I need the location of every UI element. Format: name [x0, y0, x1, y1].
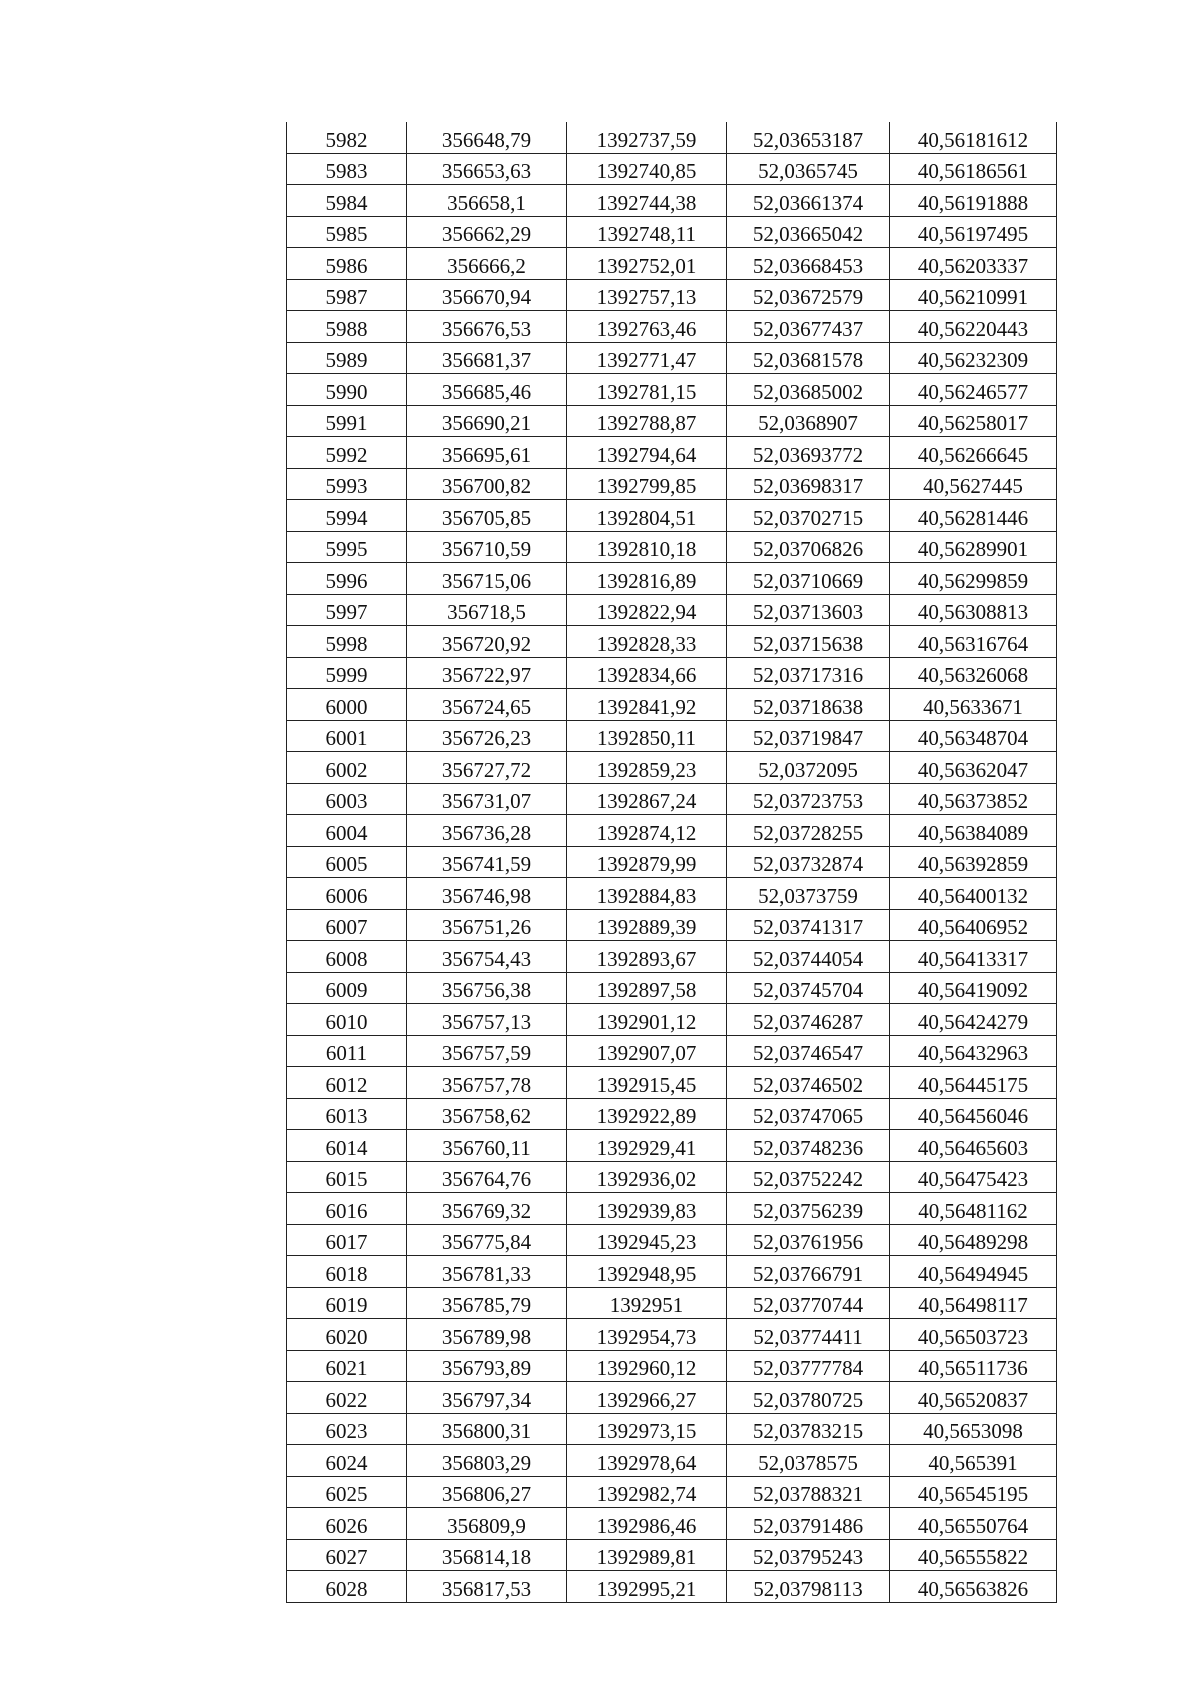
point-number-cell: 6018: [287, 1256, 407, 1288]
point-number-cell: 6019: [287, 1287, 407, 1319]
x-coordinate-cell: 356746,98: [407, 878, 567, 910]
point-number-cell: 6002: [287, 752, 407, 784]
longitude-cell: 40,5653098: [890, 1413, 1057, 1445]
latitude-cell: 52,03761956: [727, 1224, 890, 1256]
latitude-cell: 52,03719847: [727, 720, 890, 752]
x-coordinate-cell: 356648,79: [407, 122, 567, 153]
table-row: [287, 1067, 1057, 1099]
table-row: [287, 972, 1057, 1004]
point-number-cell: 5996: [287, 563, 407, 595]
y-coordinate-cell: 1392982,74: [567, 1476, 727, 1508]
point-number-cell: 5985: [287, 216, 407, 248]
point-number-cell: 5997: [287, 594, 407, 626]
table-row: [287, 594, 1057, 626]
latitude-cell: 52,03661374: [727, 185, 890, 217]
point-number-cell: 6025: [287, 1476, 407, 1508]
latitude-cell: 52,03766791: [727, 1256, 890, 1288]
longitude-cell: 40,56550764: [890, 1508, 1057, 1540]
y-coordinate-cell: 1392973,15: [567, 1413, 727, 1445]
y-coordinate-cell: 1392960,12: [567, 1350, 727, 1382]
table-row: [287, 657, 1057, 689]
x-coordinate-cell: 356758,62: [407, 1098, 567, 1130]
y-coordinate-cell: 1392936,02: [567, 1161, 727, 1193]
table-row: [287, 878, 1057, 910]
y-coordinate-cell: 1392744,38: [567, 185, 727, 217]
longitude-cell: 40,5633671: [890, 689, 1057, 721]
point-number-cell: 5994: [287, 500, 407, 532]
x-coordinate-cell: 356809,9: [407, 1508, 567, 1540]
x-coordinate-cell: 356662,29: [407, 216, 567, 248]
y-coordinate-cell: 1392752,01: [567, 248, 727, 280]
x-coordinate-cell: 356757,13: [407, 1004, 567, 1036]
table-row: [287, 153, 1057, 185]
latitude-cell: 52,03745704: [727, 972, 890, 1004]
x-coordinate-cell: 356769,32: [407, 1193, 567, 1225]
longitude-cell: 40,56392859: [890, 846, 1057, 878]
x-coordinate-cell: 356757,78: [407, 1067, 567, 1099]
latitude-cell: 52,0373759: [727, 878, 890, 910]
x-coordinate-cell: 356670,94: [407, 279, 567, 311]
longitude-cell: 40,56384089: [890, 815, 1057, 847]
latitude-cell: 52,03728255: [727, 815, 890, 847]
point-number-cell: 6006: [287, 878, 407, 910]
longitude-cell: 40,56489298: [890, 1224, 1057, 1256]
x-coordinate-cell: 356793,89: [407, 1350, 567, 1382]
point-number-cell: 6005: [287, 846, 407, 878]
x-coordinate-cell: 356681,37: [407, 342, 567, 374]
point-number-cell: 5989: [287, 342, 407, 374]
longitude-cell: 40,56419092: [890, 972, 1057, 1004]
point-number-cell: 6007: [287, 909, 407, 941]
x-coordinate-cell: 356751,26: [407, 909, 567, 941]
longitude-cell: 40,56545195: [890, 1476, 1057, 1508]
table-row: [287, 815, 1057, 847]
x-coordinate-cell: 356775,84: [407, 1224, 567, 1256]
table-row: [287, 1382, 1057, 1414]
longitude-cell: 40,5627445: [890, 468, 1057, 500]
longitude-cell: 40,56348704: [890, 720, 1057, 752]
point-number-cell: 5993: [287, 468, 407, 500]
x-coordinate-cell: 356789,98: [407, 1319, 567, 1351]
latitude-cell: 52,03798113: [727, 1571, 890, 1603]
longitude-cell: 40,56465603: [890, 1130, 1057, 1162]
table-row: [287, 1319, 1057, 1351]
point-number-cell: 6015: [287, 1161, 407, 1193]
latitude-cell: 52,03677437: [727, 311, 890, 343]
y-coordinate-cell: 1392945,23: [567, 1224, 727, 1256]
table-row: [287, 185, 1057, 217]
y-coordinate-cell: 1392822,94: [567, 594, 727, 626]
latitude-cell: 52,03685002: [727, 374, 890, 406]
latitude-cell: 52,03746287: [727, 1004, 890, 1036]
point-number-cell: 6026: [287, 1508, 407, 1540]
x-coordinate-cell: 356806,27: [407, 1476, 567, 1508]
table-row: [287, 783, 1057, 815]
y-coordinate-cell: 1392966,27: [567, 1382, 727, 1414]
table-row: [287, 1508, 1057, 1540]
longitude-cell: 40,56456046: [890, 1098, 1057, 1130]
longitude-cell: 40,56563826: [890, 1571, 1057, 1603]
table-row: [287, 1476, 1057, 1508]
table-row: [287, 1004, 1057, 1036]
latitude-cell: 52,03681578: [727, 342, 890, 374]
x-coordinate-cell: 356781,33: [407, 1256, 567, 1288]
point-number-cell: 6023: [287, 1413, 407, 1445]
longitude-cell: 40,56406952: [890, 909, 1057, 941]
longitude-cell: 40,56266645: [890, 437, 1057, 469]
x-coordinate-cell: 356690,21: [407, 405, 567, 437]
longitude-cell: 40,56316764: [890, 626, 1057, 658]
latitude-cell: 52,03748236: [727, 1130, 890, 1162]
table-row: [287, 752, 1057, 784]
x-coordinate-cell: 356724,65: [407, 689, 567, 721]
table-row: [287, 216, 1057, 248]
y-coordinate-cell: 1392748,11: [567, 216, 727, 248]
point-number-cell: 6008: [287, 941, 407, 973]
latitude-cell: 52,03713603: [727, 594, 890, 626]
longitude-cell: 40,56326068: [890, 657, 1057, 689]
latitude-cell: 52,03774411: [727, 1319, 890, 1351]
y-coordinate-cell: 1392939,83: [567, 1193, 727, 1225]
coordinates-table-body: [287, 122, 1057, 1602]
point-number-cell: 6009: [287, 972, 407, 1004]
table-row: [287, 1571, 1057, 1603]
longitude-cell: 40,56210991: [890, 279, 1057, 311]
latitude-cell: 52,0372095: [727, 752, 890, 784]
point-number-cell: 6028: [287, 1571, 407, 1603]
longitude-cell: 40,56258017: [890, 405, 1057, 437]
latitude-cell: 52,03783215: [727, 1413, 890, 1445]
table-row: [287, 1539, 1057, 1571]
y-coordinate-cell: 1392922,89: [567, 1098, 727, 1130]
longitude-cell: 40,56373852: [890, 783, 1057, 815]
x-coordinate-cell: 356658,1: [407, 185, 567, 217]
y-coordinate-cell: 1392893,67: [567, 941, 727, 973]
point-number-cell: 6022: [287, 1382, 407, 1414]
table-row: [287, 720, 1057, 752]
table-row: [287, 689, 1057, 721]
latitude-cell: 52,03710669: [727, 563, 890, 595]
y-coordinate-cell: 1392995,21: [567, 1571, 727, 1603]
table-row: [287, 248, 1057, 280]
x-coordinate-cell: 356726,23: [407, 720, 567, 752]
x-coordinate-cell: 356676,53: [407, 311, 567, 343]
x-coordinate-cell: 356736,28: [407, 815, 567, 847]
longitude-cell: 40,56362047: [890, 752, 1057, 784]
x-coordinate-cell: 356814,18: [407, 1539, 567, 1571]
point-number-cell: 5983: [287, 153, 407, 185]
coordinates-table: [286, 122, 1057, 1603]
longitude-cell: 40,56445175: [890, 1067, 1057, 1099]
point-number-cell: 6027: [287, 1539, 407, 1571]
x-coordinate-cell: 356754,43: [407, 941, 567, 973]
latitude-cell: 52,03780725: [727, 1382, 890, 1414]
point-number-cell: 5991: [287, 405, 407, 437]
latitude-cell: 52,03756239: [727, 1193, 890, 1225]
point-number-cell: 6004: [287, 815, 407, 847]
y-coordinate-cell: 1392771,47: [567, 342, 727, 374]
latitude-cell: 52,03746502: [727, 1067, 890, 1099]
latitude-cell: 52,03752242: [727, 1161, 890, 1193]
x-coordinate-cell: 356685,46: [407, 374, 567, 406]
point-number-cell: 6010: [287, 1004, 407, 1036]
point-number-cell: 6016: [287, 1193, 407, 1225]
table-row: [287, 909, 1057, 941]
table-row: [287, 1350, 1057, 1382]
table-row: [287, 1413, 1057, 1445]
latitude-cell: 52,03747065: [727, 1098, 890, 1130]
x-coordinate-cell: 356817,53: [407, 1571, 567, 1603]
point-number-cell: 5992: [287, 437, 407, 469]
point-number-cell: 6017: [287, 1224, 407, 1256]
latitude-cell: 52,03698317: [727, 468, 890, 500]
y-coordinate-cell: 1392929,41: [567, 1130, 727, 1162]
latitude-cell: 52,03788321: [727, 1476, 890, 1508]
table-row: [287, 405, 1057, 437]
point-number-cell: 6000: [287, 689, 407, 721]
longitude-cell: 40,56520837: [890, 1382, 1057, 1414]
latitude-cell: 52,0365745: [727, 153, 890, 185]
x-coordinate-cell: 356715,06: [407, 563, 567, 595]
latitude-cell: 52,03665042: [727, 216, 890, 248]
table-row: [287, 563, 1057, 595]
y-coordinate-cell: 1392986,46: [567, 1508, 727, 1540]
y-coordinate-cell: 1392948,95: [567, 1256, 727, 1288]
x-coordinate-cell: 356653,63: [407, 153, 567, 185]
point-number-cell: 6001: [287, 720, 407, 752]
x-coordinate-cell: 356718,5: [407, 594, 567, 626]
longitude-cell: 40,56289901: [890, 531, 1057, 563]
table-row: [287, 1035, 1057, 1067]
x-coordinate-cell: 356700,82: [407, 468, 567, 500]
longitude-cell: 40,56197495: [890, 216, 1057, 248]
table-row: [287, 437, 1057, 469]
x-coordinate-cell: 356722,97: [407, 657, 567, 689]
point-number-cell: 6024: [287, 1445, 407, 1477]
longitude-cell: 40,56232309: [890, 342, 1057, 374]
y-coordinate-cell: 1392737,59: [567, 122, 727, 153]
longitude-cell: 40,56299859: [890, 563, 1057, 595]
longitude-cell: 40,56308813: [890, 594, 1057, 626]
longitude-cell: 40,56181612: [890, 122, 1057, 153]
table-row: [287, 1098, 1057, 1130]
point-number-cell: 5998: [287, 626, 407, 658]
y-coordinate-cell: 1392781,15: [567, 374, 727, 406]
longitude-cell: 40,56246577: [890, 374, 1057, 406]
y-coordinate-cell: 1392816,89: [567, 563, 727, 595]
point-number-cell: 5987: [287, 279, 407, 311]
point-number-cell: 6020: [287, 1319, 407, 1351]
point-number-cell: 5995: [287, 531, 407, 563]
latitude-cell: 52,03717316: [727, 657, 890, 689]
y-coordinate-cell: 1392954,73: [567, 1319, 727, 1351]
y-coordinate-cell: 1392951: [567, 1287, 727, 1319]
latitude-cell: 52,03791486: [727, 1508, 890, 1540]
point-number-cell: 6003: [287, 783, 407, 815]
x-coordinate-cell: 356695,61: [407, 437, 567, 469]
latitude-cell: 52,0368907: [727, 405, 890, 437]
point-number-cell: 6021: [287, 1350, 407, 1382]
x-coordinate-cell: 356757,59: [407, 1035, 567, 1067]
longitude-cell: 40,56511736: [890, 1350, 1057, 1382]
longitude-cell: 40,56424279: [890, 1004, 1057, 1036]
latitude-cell: 52,03693772: [727, 437, 890, 469]
x-coordinate-cell: 356797,34: [407, 1382, 567, 1414]
y-coordinate-cell: 1392850,11: [567, 720, 727, 752]
table-row: [287, 1445, 1057, 1477]
longitude-cell: 40,56400132: [890, 878, 1057, 910]
point-number-cell: 5990: [287, 374, 407, 406]
x-coordinate-cell: 356705,85: [407, 500, 567, 532]
latitude-cell: 52,03777784: [727, 1350, 890, 1382]
table-row: [287, 311, 1057, 343]
table-row: [287, 531, 1057, 563]
longitude-cell: 40,56220443: [890, 311, 1057, 343]
y-coordinate-cell: 1392874,12: [567, 815, 727, 847]
latitude-cell: 52,03706826: [727, 531, 890, 563]
y-coordinate-cell: 1392889,39: [567, 909, 727, 941]
longitude-cell: 40,56481162: [890, 1193, 1057, 1225]
y-coordinate-cell: 1392834,66: [567, 657, 727, 689]
longitude-cell: 40,56186561: [890, 153, 1057, 185]
y-coordinate-cell: 1392884,83: [567, 878, 727, 910]
point-number-cell: 6013: [287, 1098, 407, 1130]
y-coordinate-cell: 1392915,45: [567, 1067, 727, 1099]
longitude-cell: 40,565391: [890, 1445, 1057, 1477]
longitude-cell: 40,56503723: [890, 1319, 1057, 1351]
y-coordinate-cell: 1392879,99: [567, 846, 727, 878]
x-coordinate-cell: 356710,59: [407, 531, 567, 563]
point-number-cell: 5984: [287, 185, 407, 217]
table-row: [287, 500, 1057, 532]
y-coordinate-cell: 1392794,64: [567, 437, 727, 469]
table-row: [287, 1224, 1057, 1256]
latitude-cell: 52,03744054: [727, 941, 890, 973]
table-row: [287, 374, 1057, 406]
latitude-cell: 52,03672579: [727, 279, 890, 311]
table-row: [287, 1287, 1057, 1319]
point-number-cell: 5988: [287, 311, 407, 343]
y-coordinate-cell: 1392867,24: [567, 783, 727, 815]
latitude-cell: 52,03702715: [727, 500, 890, 532]
table-row: [287, 1193, 1057, 1225]
y-coordinate-cell: 1392897,58: [567, 972, 727, 1004]
table-row: [287, 1161, 1057, 1193]
x-coordinate-cell: 356756,38: [407, 972, 567, 1004]
latitude-cell: 52,03795243: [727, 1539, 890, 1571]
point-number-cell: 5986: [287, 248, 407, 280]
y-coordinate-cell: 1392804,51: [567, 500, 727, 532]
y-coordinate-cell: 1392788,87: [567, 405, 727, 437]
table-row: [287, 941, 1057, 973]
y-coordinate-cell: 1392907,07: [567, 1035, 727, 1067]
x-coordinate-cell: 356731,07: [407, 783, 567, 815]
y-coordinate-cell: 1392978,64: [567, 1445, 727, 1477]
x-coordinate-cell: 356727,72: [407, 752, 567, 784]
y-coordinate-cell: 1392810,18: [567, 531, 727, 563]
latitude-cell: 52,03715638: [727, 626, 890, 658]
point-number-cell: 5982: [287, 122, 407, 153]
y-coordinate-cell: 1392763,46: [567, 311, 727, 343]
x-coordinate-cell: 356741,59: [407, 846, 567, 878]
y-coordinate-cell: 1392740,85: [567, 153, 727, 185]
table-row: [287, 279, 1057, 311]
latitude-cell: 52,03741317: [727, 909, 890, 941]
y-coordinate-cell: 1392799,85: [567, 468, 727, 500]
table-row: [287, 342, 1057, 374]
x-coordinate-cell: 356720,92: [407, 626, 567, 658]
longitude-cell: 40,56191888: [890, 185, 1057, 217]
x-coordinate-cell: 356764,76: [407, 1161, 567, 1193]
longitude-cell: 40,56413317: [890, 941, 1057, 973]
x-coordinate-cell: 356803,29: [407, 1445, 567, 1477]
table-row: [287, 1256, 1057, 1288]
longitude-cell: 40,56203337: [890, 248, 1057, 280]
table-row: [287, 1130, 1057, 1162]
point-number-cell: 5999: [287, 657, 407, 689]
latitude-cell: 52,03668453: [727, 248, 890, 280]
longitude-cell: 40,56494945: [890, 1256, 1057, 1288]
longitude-cell: 40,56281446: [890, 500, 1057, 532]
y-coordinate-cell: 1392859,23: [567, 752, 727, 784]
table-row: [287, 846, 1057, 878]
point-number-cell: 6014: [287, 1130, 407, 1162]
y-coordinate-cell: 1392841,92: [567, 689, 727, 721]
latitude-cell: 52,03653187: [727, 122, 890, 153]
y-coordinate-cell: 1392989,81: [567, 1539, 727, 1571]
latitude-cell: 52,03723753: [727, 783, 890, 815]
table-row: [287, 468, 1057, 500]
longitude-cell: 40,56498117: [890, 1287, 1057, 1319]
point-number-cell: 6012: [287, 1067, 407, 1099]
latitude-cell: 52,03732874: [727, 846, 890, 878]
y-coordinate-cell: 1392757,13: [567, 279, 727, 311]
latitude-cell: 52,03746547: [727, 1035, 890, 1067]
table-row: [287, 626, 1057, 658]
point-number-cell: 6011: [287, 1035, 407, 1067]
longitude-cell: 40,56555822: [890, 1539, 1057, 1571]
x-coordinate-cell: 356800,31: [407, 1413, 567, 1445]
latitude-cell: 52,0378575: [727, 1445, 890, 1477]
table-row: [287, 122, 1057, 153]
longitude-cell: 40,56475423: [890, 1161, 1057, 1193]
latitude-cell: 52,03718638: [727, 689, 890, 721]
y-coordinate-cell: 1392828,33: [567, 626, 727, 658]
longitude-cell: 40,56432963: [890, 1035, 1057, 1067]
x-coordinate-cell: 356785,79: [407, 1287, 567, 1319]
x-coordinate-cell: 356666,2: [407, 248, 567, 280]
latitude-cell: 52,03770744: [727, 1287, 890, 1319]
x-coordinate-cell: 356760,11: [407, 1130, 567, 1162]
y-coordinate-cell: 1392901,12: [567, 1004, 727, 1036]
